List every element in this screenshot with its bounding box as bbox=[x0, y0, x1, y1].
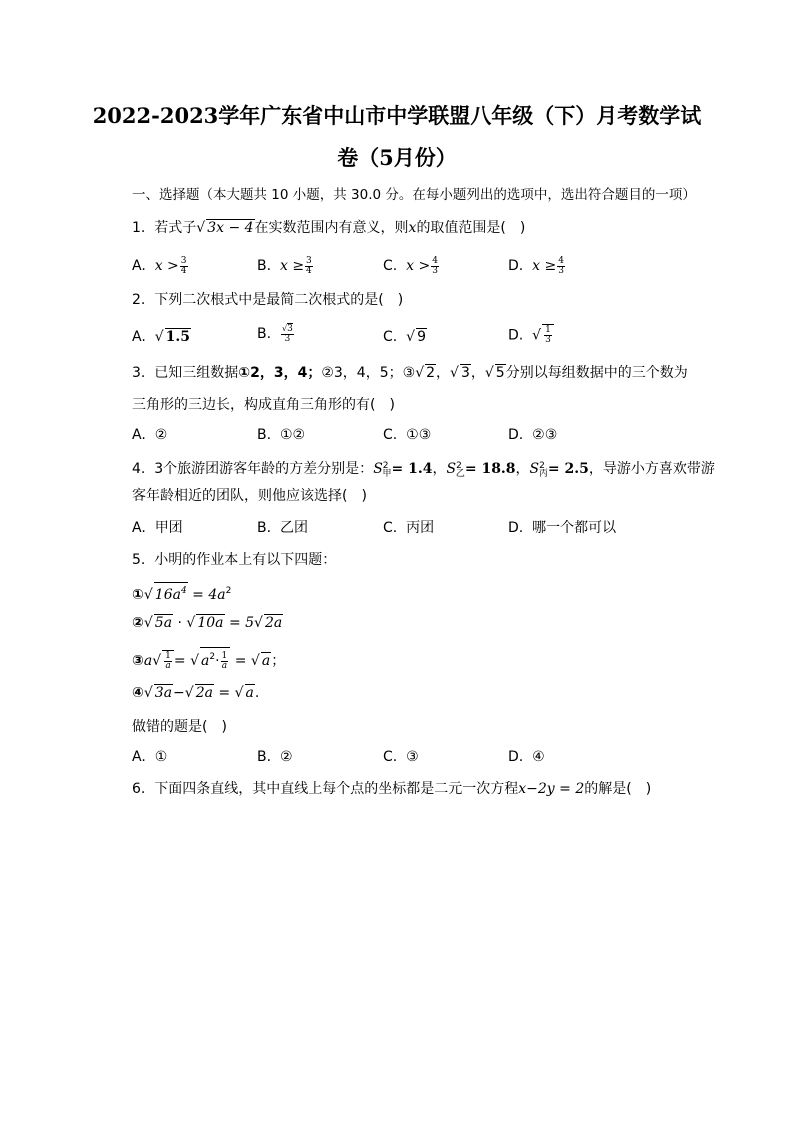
option-d[interactable]: D. ④ bbox=[508, 749, 545, 765]
option-c[interactable]: C. x > $\frac{4}{3}$ bbox=[383, 255, 438, 276]
work-item-4: ④√ 3a−√ 2a = √ a. bbox=[132, 685, 260, 701]
option-b[interactable]: B. $\frac{√3}{3}$ bbox=[257, 324, 293, 344]
option-b[interactable]: B. x ≥ $\frac{3}{4}$ bbox=[257, 255, 312, 276]
option-c[interactable]: C. √ 9 bbox=[383, 329, 426, 345]
option-d[interactable]: D. ②③ bbox=[508, 427, 558, 443]
work-item-2: ②√ 5a · √ 10a = 5√ 2a bbox=[132, 615, 283, 631]
option-c[interactable]: C. ①③ bbox=[383, 427, 432, 443]
option-b[interactable]: B. ② bbox=[257, 749, 293, 765]
work-item-1: ①√ $16a^4 = 4a^2$ bbox=[132, 581, 231, 605]
option-b[interactable]: B. 乙团 bbox=[257, 520, 308, 536]
option-c[interactable]: C. 丙团 bbox=[383, 520, 435, 536]
option-c[interactable]: C. ③ bbox=[383, 749, 419, 765]
option-a[interactable]: A. ② bbox=[132, 427, 168, 443]
section-heading: 一、选择题（本大题共 10 小题，共 30.0 分。在每小题列出的选项中，选出符合题目的一项） bbox=[132, 187, 696, 203]
radical: 3x − 4 bbox=[207, 220, 254, 236]
question-number: 6. bbox=[132, 781, 146, 797]
question-6: 6. 下面四条直线，其中直线上每个点的坐标都是二元一次方程x−2y = 2的解是( ) bbox=[132, 781, 652, 797]
question-4: 4. 3个旅游团游客年龄的方差分别是：$S^2_甲= 1.4$，$S^2_乙= 18.8$，$S^2_丙= 2.5$，导游小方喜欢带游 bbox=[132, 461, 715, 479]
question-5: 5. 小明的作业本上有以下四题： bbox=[132, 552, 337, 568]
option-d[interactable]: D. x ≥ $\frac{4}{3}$ bbox=[508, 255, 564, 276]
question-number: 3. bbox=[132, 365, 146, 381]
question-2: 2. 下列二次根式中是最简二次根式的是( ) bbox=[132, 292, 404, 308]
work-item-3: ③a√ $\frac{1}{a}$ = √ $a^2\cdot$ $\frac{1}{a}$ = √ a； bbox=[132, 647, 285, 671]
option-a[interactable]: A. √ 1.5 bbox=[132, 329, 190, 345]
option-d[interactable]: D. 哪一个都可以 bbox=[508, 520, 617, 536]
option-a[interactable]: A. ① bbox=[132, 749, 168, 765]
option-b[interactable]: B. ①② bbox=[257, 427, 306, 443]
question-number: 5. bbox=[132, 552, 146, 568]
question-3: 3. 已知三组数据①2，3，4；②3，4，5；③√ 2，√ 3，√ 5分别以每组数据中的三个数为 bbox=[132, 365, 688, 381]
question-3-line2: 三角形的三边长，构成直角三角形的有( ) bbox=[132, 397, 395, 413]
option-a[interactable]: A. x > $\frac{3}{4}$ bbox=[132, 255, 187, 276]
question-5-prompt: 做错的题是( ) bbox=[132, 719, 227, 735]
question-4-line2: 客年龄相近的团队，则他应该选择( ) bbox=[132, 488, 367, 504]
question-number: 1. bbox=[132, 220, 146, 236]
question-number: 4. bbox=[132, 461, 146, 477]
question-1: 1. 若式子√ 3x − 4在实数范围内有意义，则x的取值范围是( ) bbox=[132, 220, 526, 236]
exam-title-line2: 卷（5月份） bbox=[337, 145, 457, 170]
option-d[interactable]: D. √ $\frac{1}{3}$ bbox=[508, 324, 554, 346]
exam-title-line1: 2022-2023学年广东省中山市中学联盟八年级（下）月考数学试 bbox=[92, 103, 702, 128]
option-a[interactable]: A. 甲团 bbox=[132, 520, 183, 536]
question-number: 2. bbox=[132, 292, 146, 308]
